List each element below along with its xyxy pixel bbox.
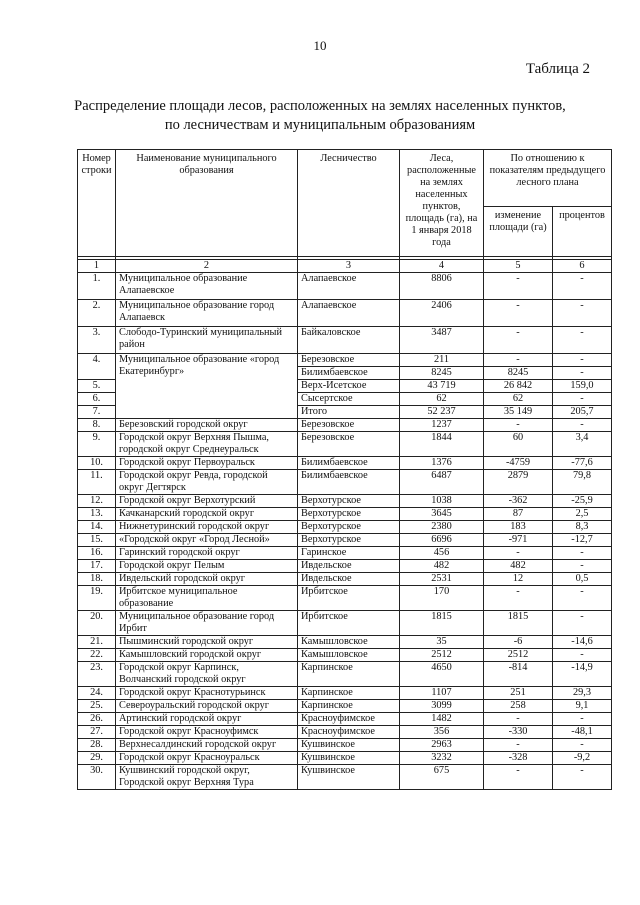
percent-cell: -12,7 — [553, 534, 612, 547]
area-cell: 1376 — [400, 457, 484, 470]
change-cell: - — [484, 765, 553, 790]
percent-cell: -14,6 — [553, 636, 612, 649]
table-row — [78, 273, 612, 300]
percent-cell: -9,2 — [553, 752, 612, 765]
percent-cell: 9,1 — [553, 700, 612, 713]
column-number: 5 — [484, 260, 553, 273]
area-cell: 170 — [400, 586, 484, 611]
change-cell: - — [484, 273, 553, 300]
change-cell: -330 — [484, 726, 553, 739]
table-title — [40, 97, 600, 135]
table-row — [78, 300, 612, 327]
table-row — [78, 739, 612, 752]
area-cell: 4650 — [400, 662, 484, 687]
header-change: изменение площади (га) — [484, 207, 553, 257]
change-cell: - — [484, 354, 553, 367]
percent-cell: -77,6 — [553, 457, 612, 470]
row-number-cell: 26. — [78, 713, 116, 726]
table-row — [78, 508, 612, 521]
change-cell: 26 842 — [484, 380, 553, 393]
percent-cell: 8,3 — [553, 521, 612, 534]
percent-cell: - — [553, 713, 612, 726]
area-cell: 8806 — [400, 273, 484, 300]
row-number-cell: 11. — [78, 470, 116, 495]
header-relative: По отношению к показателям предыдущего лесного плана — [484, 150, 612, 207]
area-cell: 2380 — [400, 521, 484, 534]
forestry-cell: Верхотурское — [298, 495, 400, 508]
table-row — [78, 327, 612, 354]
row-number-cell: 15. — [78, 534, 116, 547]
municipality-cell: Гаринский городской округ — [116, 547, 298, 560]
area-cell: 62 — [400, 393, 484, 406]
change-cell: 183 — [484, 521, 553, 534]
change-cell: 35 149 — [484, 406, 553, 419]
header-row-number: Номер строки — [78, 150, 116, 257]
area-cell: 1107 — [400, 687, 484, 700]
page-number: 10 — [313, 38, 327, 53]
table-row — [78, 419, 612, 432]
municipality-cell: Березовский городской округ — [116, 419, 298, 432]
row-number-cell: 12. — [78, 495, 116, 508]
column-number: 4 — [400, 260, 484, 273]
municipality-cell: Городской округ Красноуфимск — [116, 726, 298, 739]
percent-cell: - — [553, 273, 612, 300]
change-cell: 87 — [484, 508, 553, 521]
forestry-cell: Билимбаевское — [298, 470, 400, 495]
municipality-cell: Городской округ Краснотурьинск — [116, 687, 298, 700]
header-forestry: Лесничество — [298, 150, 400, 257]
change-cell: -328 — [484, 752, 553, 765]
header-area: Леса, расположенные на землях населенных пунктов, площадь (га), на 1 января 2018 года — [400, 150, 484, 257]
change-cell: - — [484, 739, 553, 752]
municipality-cell: Городской округ Красноуральск — [116, 752, 298, 765]
percent-cell: 159,0 — [553, 380, 612, 393]
area-cell: 2531 — [400, 573, 484, 586]
municipality-cell: Нижнетуринский городской округ — [116, 521, 298, 534]
row-number-cell: 9. — [78, 432, 116, 457]
change-cell: - — [484, 300, 553, 327]
change-cell: 8245 — [484, 367, 553, 380]
row-number-cell: 29. — [78, 752, 116, 765]
area-cell: 1482 — [400, 713, 484, 726]
change-cell: - — [484, 547, 553, 560]
table-row — [78, 521, 612, 534]
percent-cell: - — [553, 560, 612, 573]
change-cell: 62 — [484, 393, 553, 406]
municipality-cell: Муниципальное образование Алапаевское — [116, 273, 298, 300]
change-cell: - — [484, 713, 553, 726]
change-cell: 60 — [484, 432, 553, 457]
table-row — [78, 470, 612, 495]
percent-cell: - — [553, 649, 612, 662]
change-cell: - — [484, 419, 553, 432]
forestry-cell: Карпинское — [298, 700, 400, 713]
municipality-cell: Пышминский городской округ — [116, 636, 298, 649]
forestry-cell: Итого — [298, 406, 400, 419]
forestry-cell: Кушвинское — [298, 739, 400, 752]
area-cell: 3232 — [400, 752, 484, 765]
percent-cell: - — [553, 739, 612, 752]
municipality-cell: Североуральский городской округ — [116, 700, 298, 713]
column-number-row — [78, 260, 612, 273]
table-row — [78, 726, 612, 739]
percent-cell: -14,9 — [553, 662, 612, 687]
area-cell: 35 — [400, 636, 484, 649]
percent-cell: -25,9 — [553, 495, 612, 508]
row-number-cell: 1. — [78, 273, 116, 300]
area-cell: 356 — [400, 726, 484, 739]
forestry-cell: Верх-Исетское — [298, 380, 400, 393]
forestry-cell: Березовское — [298, 432, 400, 457]
area-cell: 3645 — [400, 508, 484, 521]
table-row — [78, 354, 612, 367]
forestry-cell: Ирбитское — [298, 586, 400, 611]
table-row — [78, 457, 612, 470]
municipality-cell: Городской округ Верхотурский — [116, 495, 298, 508]
area-cell: 6696 — [400, 534, 484, 547]
municipality-cell: Муниципальное образование город Ирбит — [116, 611, 298, 636]
forestry-cell: Верхотурское — [298, 534, 400, 547]
percent-cell: - — [553, 354, 612, 367]
change-cell: - — [484, 327, 553, 354]
percent-cell: 29,3 — [553, 687, 612, 700]
forestry-cell: Верхотурское — [298, 521, 400, 534]
percent-cell: - — [553, 611, 612, 636]
column-number: 6 — [553, 260, 612, 273]
area-cell: 1815 — [400, 611, 484, 636]
area-cell: 2963 — [400, 739, 484, 752]
municipality-cell: Ивдельский городской округ — [116, 573, 298, 586]
forestry-cell: Камышловское — [298, 649, 400, 662]
change-cell: 251 — [484, 687, 553, 700]
row-number-cell: 5. — [78, 380, 116, 393]
area-cell: 52 237 — [400, 406, 484, 419]
percent-cell: -48,1 — [553, 726, 612, 739]
table-row — [78, 649, 612, 662]
change-cell: -4759 — [484, 457, 553, 470]
table-row — [78, 573, 612, 586]
row-number-cell: 6. — [78, 393, 116, 406]
area-cell: 1237 — [400, 419, 484, 432]
forestry-cell: Красноуфимское — [298, 713, 400, 726]
row-number-cell: 30. — [78, 765, 116, 790]
municipality-cell: Городской округ Ревда, городской округ Дегтярск — [116, 470, 298, 495]
municipality-cell: Артинский городской округ — [116, 713, 298, 726]
row-number-cell: 8. — [78, 419, 116, 432]
row-number-cell: 13. — [78, 508, 116, 521]
table-row — [78, 586, 612, 611]
row-number-cell: 7. — [78, 406, 116, 419]
forestry-cell: Кушвинское — [298, 752, 400, 765]
forestry-cell: Билимбаевское — [298, 457, 400, 470]
change-cell: -6 — [484, 636, 553, 649]
column-number: 3 — [298, 260, 400, 273]
forestry-cell: Ивдельское — [298, 560, 400, 573]
municipality-cell: Городской округ Карпинск, Волчанский городской округ — [116, 662, 298, 687]
area-cell: 211 — [400, 354, 484, 367]
percent-cell: 0,5 — [553, 573, 612, 586]
percent-cell: 3,4 — [553, 432, 612, 457]
area-cell: 675 — [400, 765, 484, 790]
percent-cell: - — [553, 547, 612, 560]
forestry-cell: Кушвинское — [298, 765, 400, 790]
percent-cell: - — [553, 327, 612, 354]
area-cell: 43 719 — [400, 380, 484, 393]
municipality-cell: Муниципальное образование «город Екатеринбург» — [116, 354, 298, 419]
table-label: Таблица 2 — [525, 61, 590, 77]
change-cell: 12 — [484, 573, 553, 586]
area-cell: 3099 — [400, 700, 484, 713]
forestry-cell: Алапаевское — [298, 300, 400, 327]
row-number-cell: 23. — [78, 662, 116, 687]
table-row — [78, 752, 612, 765]
forestry-cell: Гаринское — [298, 547, 400, 560]
change-cell: 2512 — [484, 649, 553, 662]
row-number-cell: 17. — [78, 560, 116, 573]
area-cell: 6487 — [400, 470, 484, 495]
municipality-cell: Городской округ Первоуральск — [116, 457, 298, 470]
percent-cell: 2,5 — [553, 508, 612, 521]
table-body — [78, 273, 612, 790]
area-cell: 3487 — [400, 327, 484, 354]
header-municipality: Наименование муниципального образования — [116, 150, 298, 257]
forestry-cell: Ирбитское — [298, 611, 400, 636]
change-cell: -814 — [484, 662, 553, 687]
area-cell: 2406 — [400, 300, 484, 327]
forestry-cell: Сысертское — [298, 393, 400, 406]
row-number-cell: 4. — [78, 354, 116, 367]
municipality-cell: Городской округ Верхняя Пышма, городской округ Среднеуральск — [116, 432, 298, 457]
row-number-cell: 20. — [78, 611, 116, 636]
change-cell: -971 — [484, 534, 553, 547]
percent-cell: - — [553, 419, 612, 432]
table-row — [78, 687, 612, 700]
area-cell: 8245 — [400, 367, 484, 380]
area-cell: 456 — [400, 547, 484, 560]
change-cell: 482 — [484, 560, 553, 573]
table-head — [78, 150, 612, 273]
municipality-cell: Качканарский городской округ — [116, 508, 298, 521]
row-number-cell: 14. — [78, 521, 116, 534]
row-number-cell: 21. — [78, 636, 116, 649]
row-number-cell: 3. — [78, 327, 116, 354]
table-row — [78, 560, 612, 573]
change-cell: 1815 — [484, 611, 553, 636]
forestry-cell: Карпинское — [298, 687, 400, 700]
row-number-cell: 19. — [78, 586, 116, 611]
municipality-cell: Слободо-Туринский муниципальный район — [116, 327, 298, 354]
percent-cell: - — [553, 393, 612, 406]
forestry-cell: Верхотурское — [298, 508, 400, 521]
row-number-cell: 10. — [78, 457, 116, 470]
header-percent: процентов — [553, 207, 612, 257]
forestry-cell: Камышловское — [298, 636, 400, 649]
table-row — [78, 662, 612, 687]
row-number-cell: 28. — [78, 739, 116, 752]
table-row — [78, 611, 612, 636]
forestry-cell: Байкаловское — [298, 327, 400, 354]
forestry-cell: Ивдельское — [298, 573, 400, 586]
title-line-2: по лесничествам и муниципальным образованиям — [164, 117, 476, 133]
table-row — [78, 713, 612, 726]
municipality-cell: Муниципальное образование город Алапаевск — [116, 300, 298, 327]
area-cell: 1038 — [400, 495, 484, 508]
municipality-cell: «Городской округ «Город Лесной» — [116, 534, 298, 547]
row-number-cell: 24. — [78, 687, 116, 700]
forestry-cell: Карпинское — [298, 662, 400, 687]
column-number: 1 — [78, 260, 116, 273]
row-number-cell: 18. — [78, 573, 116, 586]
percent-cell: - — [553, 765, 612, 790]
table-row — [78, 534, 612, 547]
municipality-cell: Городской округ Пелым — [116, 560, 298, 573]
change-cell: - — [484, 586, 553, 611]
change-cell: 258 — [484, 700, 553, 713]
table-row — [78, 432, 612, 457]
percent-cell: 205,7 — [553, 406, 612, 419]
title-line-1: Распределение площади лесов, расположенных на землях населенных пунктов, — [74, 98, 566, 114]
row-number-cell — [78, 367, 116, 380]
municipality-cell: Кушвинский городской округ, Городской округ Верхняя Тура — [116, 765, 298, 790]
municipality-cell: Верхнесалдинский городской округ — [116, 739, 298, 752]
change-cell: 2879 — [484, 470, 553, 495]
row-number-cell: 2. — [78, 300, 116, 327]
table-row — [78, 495, 612, 508]
forestry-cell: Алапаевское — [298, 273, 400, 300]
row-number-cell: 25. — [78, 700, 116, 713]
forest-area-table — [77, 149, 612, 790]
municipality-cell: Камышловский городской округ — [116, 649, 298, 662]
area-cell: 1844 — [400, 432, 484, 457]
table-row — [78, 765, 612, 790]
forestry-cell: Билимбаевское — [298, 367, 400, 380]
forestry-cell: Березовское — [298, 419, 400, 432]
table-row — [78, 547, 612, 560]
percent-cell: 79,8 — [553, 470, 612, 495]
column-number: 2 — [116, 260, 298, 273]
municipality-cell: Ирбитское муниципальное образование — [116, 586, 298, 611]
forestry-cell: Березовское — [298, 354, 400, 367]
change-cell: -362 — [484, 495, 553, 508]
area-cell: 482 — [400, 560, 484, 573]
row-number-cell: 22. — [78, 649, 116, 662]
percent-cell: - — [553, 300, 612, 327]
row-number-cell: 16. — [78, 547, 116, 560]
percent-cell: - — [553, 367, 612, 380]
area-cell: 2512 — [400, 649, 484, 662]
table-row — [78, 636, 612, 649]
percent-cell: - — [553, 586, 612, 611]
table-row — [78, 700, 612, 713]
row-number-cell: 27. — [78, 726, 116, 739]
forestry-cell: Красноуфимское — [298, 726, 400, 739]
